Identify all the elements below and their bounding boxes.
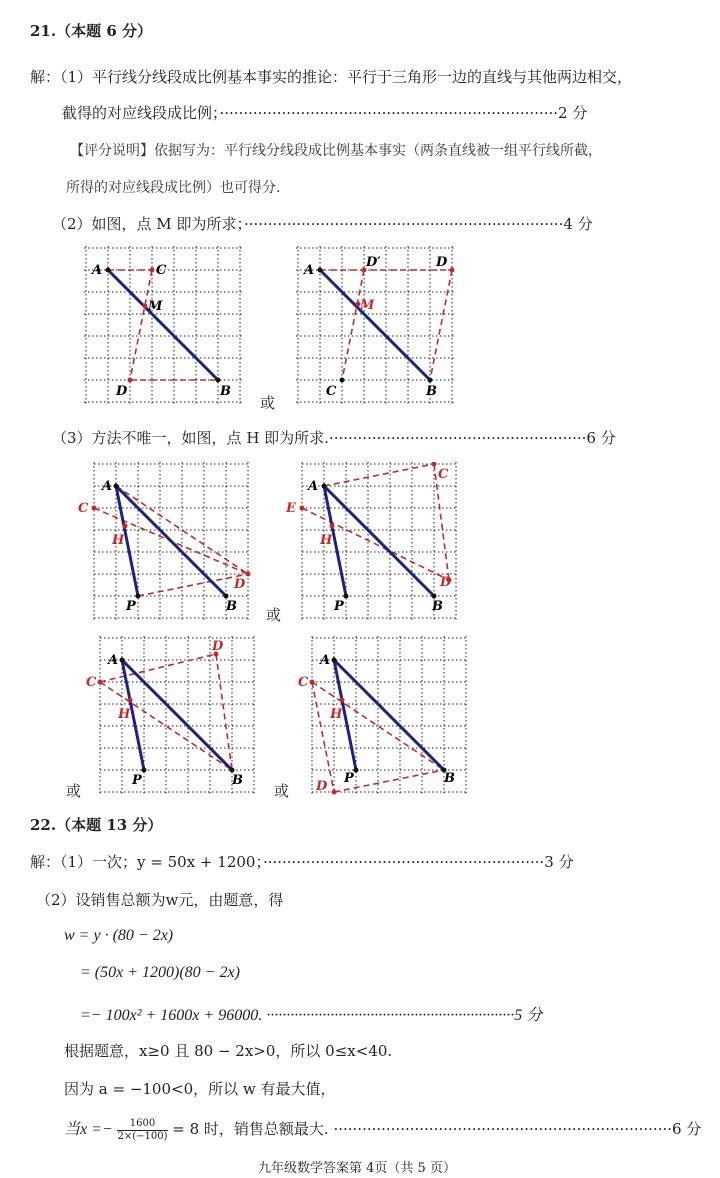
figure-4 [284,462,464,622]
q21-part1-line1: 解：（1）平行线分线段成比例基本事实的推论：平行于三角形一边的直线与其他两边相交， [30,68,633,86]
q22-eq3: =− 100x² + 1600x + 96000. ······························································5 分 [80,1007,543,1024]
label-B: B [426,384,437,399]
q21-title: 21.（本题 6 分） [30,22,152,40]
label-D: D [116,384,128,399]
label-B: B [226,599,237,614]
label-D: D [440,575,452,590]
figure-2 [296,246,461,406]
q21-part3: （3）方法不唯一，如图，点 H 即为所求.······················································6 分 [52,429,616,447]
figure-3 [76,462,256,622]
q22-part1: 解：（1）一次；y = 50x + 1200；···························································3 分 [30,853,574,871]
label-D-prime: D′ [366,255,381,270]
label-A: A [308,479,319,494]
label-C: C [326,384,337,399]
label-B: B [232,773,243,788]
q21-note-line1: 【评分说明】依据写为：平行线分线段成比例基本事实（两条直线被一组平行线所截， [70,143,602,159]
figure-5 [82,636,262,796]
label-B: B [444,771,455,786]
fraction-denominator: 2×(−100) [117,1130,168,1142]
label-A: A [108,653,119,668]
label-P: P [344,771,354,786]
label-P: P [126,599,136,614]
q21-part2: （2）如图，点 M 即为所求；···································································4 分 [52,215,593,233]
label-A: A [320,653,331,668]
label-D: D [234,577,246,592]
q21-note-line2: 所得的对应线段成比例）也可得分. [66,180,281,196]
q22-eq2: = (50x + 1200)(80 − 2x) [80,964,240,981]
conclusion-prefix: 当x =− [64,1121,113,1138]
or-text: 或 [274,782,290,800]
label-A: A [102,479,113,494]
label-P: P [132,773,142,788]
label-C: C [298,675,309,690]
page-footer: 九年级数学答案第 4页（共 5 页） [258,1161,456,1176]
q21-part1-line2: 截得的对应线段成比例；·······································································2 分 [62,104,588,122]
label-C: C [78,501,89,516]
figure-1 [84,246,249,406]
label-H: H [112,533,125,548]
label-M: M [148,299,163,314]
label-B: B [432,599,443,614]
q22-max-statement: 因为 a = −100<0，所以 w 有最大值， [64,1080,336,1098]
label-C: C [438,467,449,482]
q22-part2-intro: （2）设销售总额为w元，由题意，得 [36,891,284,909]
figure-6 [294,636,474,796]
q22-title: 22.（本题 13 分） [30,816,163,834]
q22-conclusion [64,1116,701,1143]
label-C: C [156,263,167,278]
or-text: 或 [266,606,282,624]
label-C: C [86,675,97,690]
label-D: D [212,639,224,654]
label-D: D [436,255,448,270]
label-E: E [286,501,296,516]
label-M: M [360,298,375,313]
label-B: B [220,384,231,399]
or-text: 或 [66,782,82,800]
label-H: H [320,533,333,548]
q22-eq1: w = y · (80 − 2x) [64,927,174,944]
label-D: D [316,779,328,794]
fraction-numerator: 1600 [117,1118,167,1131]
q22-condition: 根据题意，x≥0 且 80 − 2x>0，所以 0≤x<40. [64,1042,393,1060]
label-A: A [304,263,315,278]
label-P: P [334,599,344,614]
or-text: 或 [260,394,276,412]
fraction [117,1118,167,1143]
label-H: H [330,707,343,722]
label-A: A [92,263,103,278]
conclusion-suffix: = 8 时，销售总额最大. ·······································································6 分 [172,1120,702,1138]
label-H: H [118,707,131,722]
